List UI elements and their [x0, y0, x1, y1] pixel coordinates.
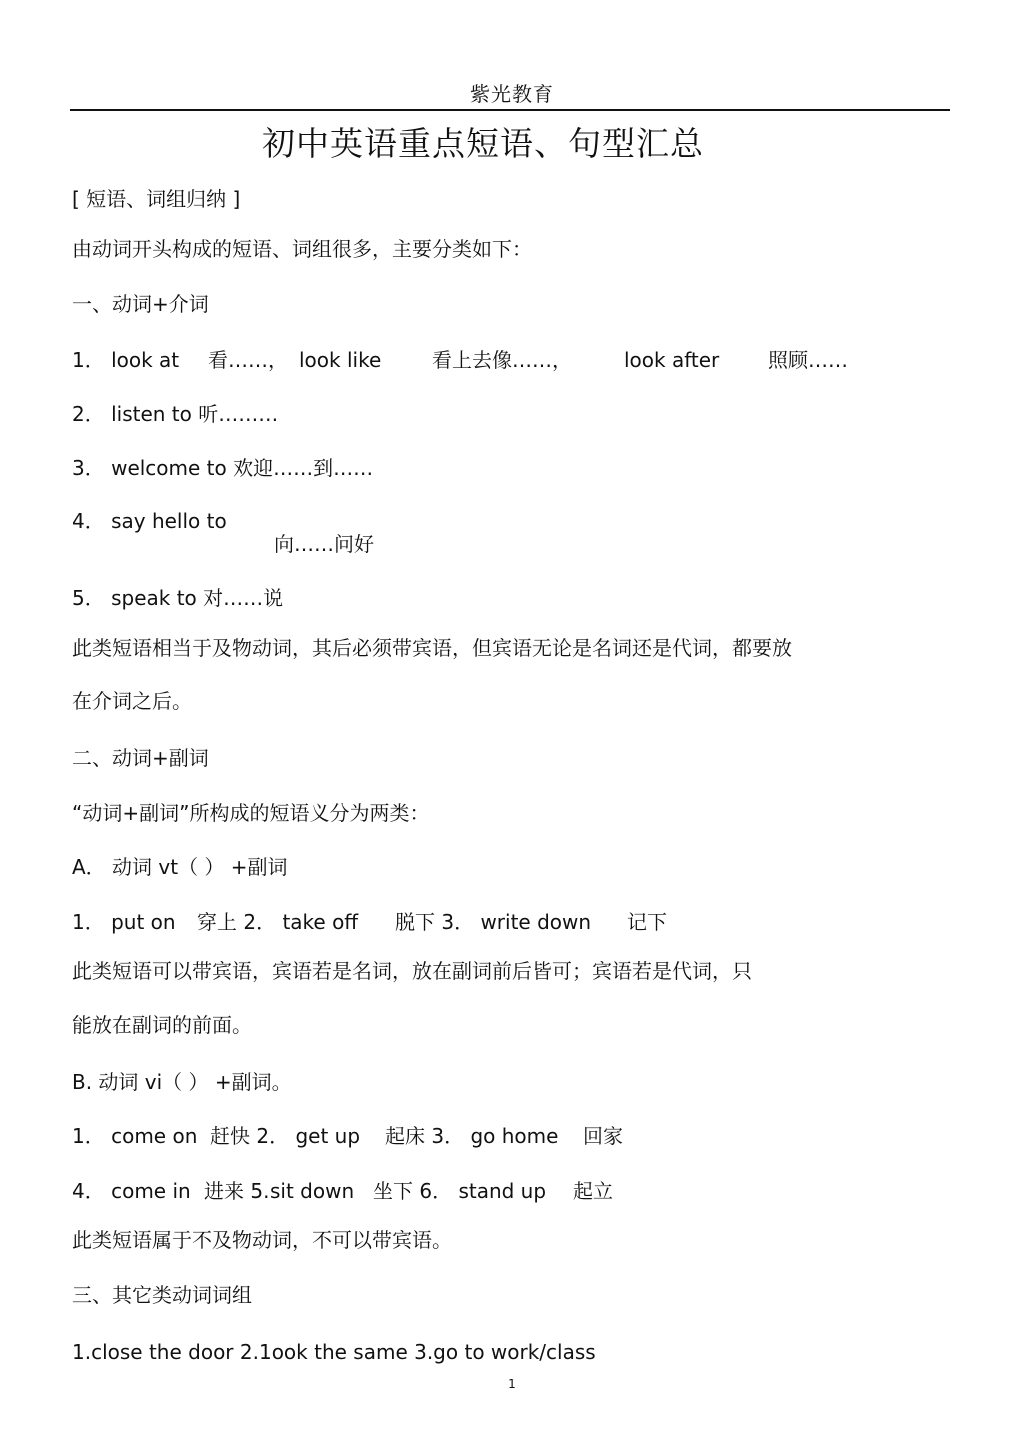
note-vi: 此类短语属于不及物动词，不可以带宾语。: [72, 1228, 452, 1252]
phrase-speak-to: 5． speak to 对……说: [72, 586, 284, 610]
page-header: 紫光教育: [470, 82, 554, 106]
meaning-look-like: 看上去像……，: [432, 348, 572, 372]
intro-text: 由动词开头构成的短语、词组很多，主要分类如下：: [72, 237, 532, 261]
phrase-sit-down: sit down: [270, 1179, 355, 1203]
verb-adverb-intro: “动词+副词”所构成的短语义分为两类：: [72, 801, 430, 825]
meaning-say-hello-to: 向……问好: [274, 532, 374, 556]
other-phrases-list: 1.close the door 2.1ook the same 3.go to work/class: [72, 1340, 596, 1364]
phrase-come-on: 1． come on: [72, 1124, 198, 1148]
page-title: 初中英语重点短语、句型汇总: [262, 124, 704, 163]
phrase-look-after: look after: [624, 348, 720, 372]
meaning-write-down: 记下: [627, 910, 667, 934]
phrase-go-home: 起床 3． go home: [385, 1124, 559, 1148]
meaning-look-after: 照顾……: [768, 348, 848, 372]
phrase-put-on: 1． put on: [72, 910, 176, 934]
meaning-go-home: 回家: [583, 1124, 623, 1148]
note-vt-line-2: 能放在副词的前面。: [72, 1013, 252, 1037]
phrase-write-down: 脱下 3． write down: [395, 910, 592, 934]
phrase-listen-to: 2． listen to 听………: [72, 402, 279, 426]
phrase-come-in: 4． come in: [72, 1179, 191, 1203]
heading-verb-prep: 一、动词+介词: [72, 292, 209, 316]
phrase-say-hello-to: 4． say hello to: [72, 509, 227, 533]
heading-other-verb-phrases: 三、其它类动词词组: [72, 1283, 252, 1307]
heading-verb-adverb: 二、动词+副词: [72, 746, 209, 770]
note-vt-line-1: 此类短语可以带宾语，宾语若是名词，放在副词前后皆可；宾语若是代词，只: [72, 959, 752, 983]
subheading-b: B. 动词 vi（ ） +副词。: [72, 1070, 292, 1094]
meaning-stand-up: 起立: [573, 1179, 613, 1203]
phrase-stand-up: 坐下 6． stand up: [373, 1179, 547, 1203]
phrase-get-up: 赶快 2． get up: [210, 1124, 361, 1148]
phrase-take-off: 穿上 2． take off: [197, 910, 359, 934]
page-number: 1: [508, 1377, 516, 1391]
note-paragraph-line-1: 此类短语相当于及物动词，其后必须带宾语，但宾语无论是名词还是代词，都要放: [72, 636, 792, 660]
subheading-a: A． 动词 vt（ ） +副词: [72, 855, 288, 879]
phrase-look-at: 1． look at: [72, 348, 180, 372]
header-divider: [70, 109, 950, 111]
phrase-welcome-to: 3． welcome to 欢迎……到……: [72, 456, 374, 480]
phrase-look-like: look like: [299, 348, 382, 372]
meaning-look-at: 看……，: [208, 348, 288, 372]
section-label: [ 短语、词组归纳 ]: [72, 187, 241, 211]
note-paragraph-line-2: 在介词之后。: [72, 689, 192, 713]
meaning-come-in: 进来 5.: [204, 1179, 270, 1203]
